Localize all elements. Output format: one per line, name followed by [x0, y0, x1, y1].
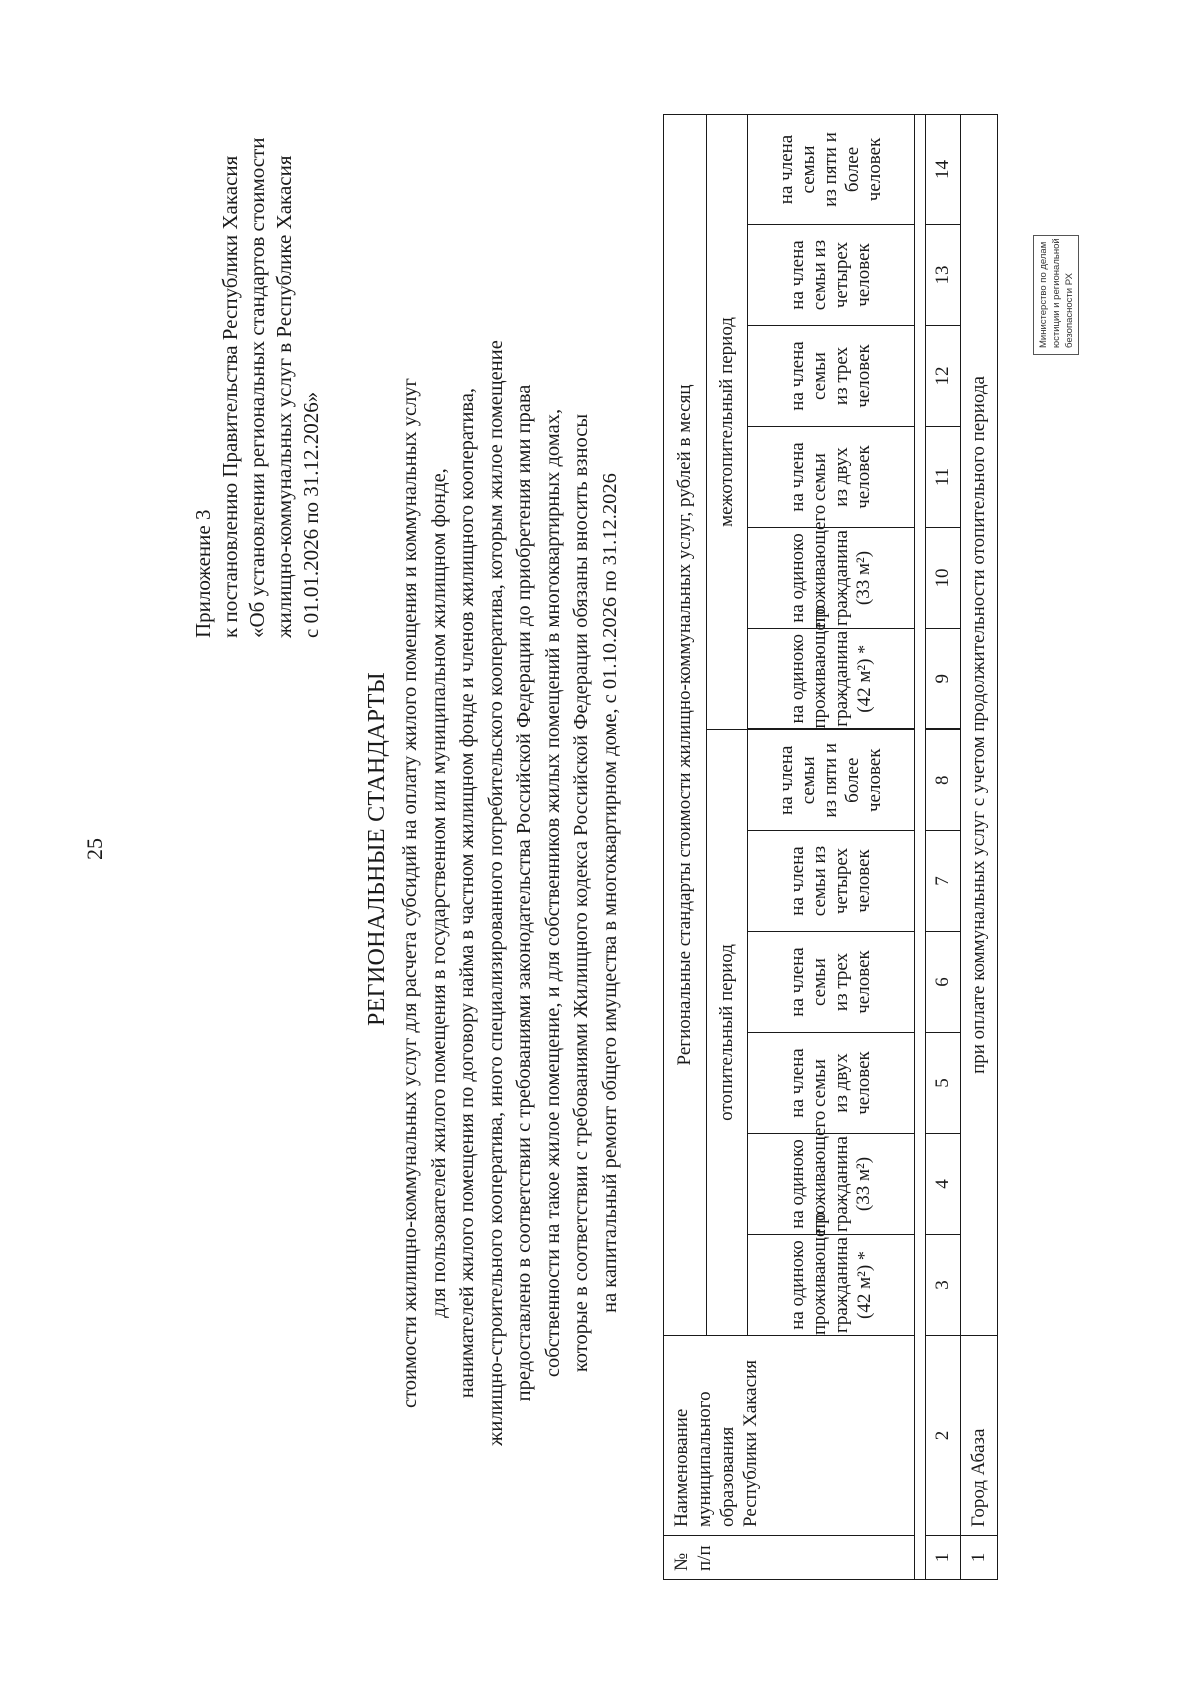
column-index: 5: [926, 1033, 961, 1134]
column-index: 4: [926, 1134, 961, 1235]
subheader-cell: на члена семьи из двух человек: [748, 1033, 915, 1134]
lead-line: предоставлено в соответствии с требованиями законодательства Российской Федерации до приобретения ими права: [513, 384, 535, 1402]
column-index: 13: [926, 225, 961, 326]
column-index-row: [926, 114, 961, 1579]
document-title: РЕГИОНАЛЬНЫЕ СТАНДАРТЫ: [364, 672, 390, 1026]
appendix-line: «Об установлении региональных стандартов стоимости: [245, 137, 269, 638]
subheader-cell: на одиноко проживающего гражданина (42 м²) *: [748, 1235, 915, 1336]
row-note: при оплате коммунальных услуг с учетом продолжительности отопительного периода: [961, 114, 998, 1335]
table-gap: [915, 114, 926, 1579]
registration-stamp: Министерство по делам юстиции и региональной безопасности РХ: [1033, 235, 1079, 355]
header-standards-band: Региональные стандарты стоимости жилищно-коммунальных услуг, рублей в месяц: [664, 114, 707, 1335]
column-index: 11: [926, 427, 961, 528]
header-non-heating-period: межотопительный период: [707, 114, 748, 729]
lead-line: которые в соответствии с требованиями Жилищного кодекса Российской Федерации обязаны вносить взносы: [570, 413, 592, 1373]
table-row: [961, 114, 998, 1579]
standards-table: [663, 114, 998, 1580]
lead-line: для пользователей жилого помещения в государственном или муниципальном жилищном фонде,: [427, 468, 450, 1318]
subheader-cell: на члена семьи из трех человек: [748, 326, 915, 427]
lead-line: стоимости жилищно-коммунальных услуг для расчета субсидий на оплату жилого помещения и коммунальных услуг: [399, 378, 421, 1408]
row-number: 1: [961, 1536, 998, 1580]
column-index: 9: [926, 629, 961, 730]
subheader-cell: на члена семьи из трех человек: [748, 932, 915, 1033]
appendix-reference: [190, 137, 325, 638]
subheader-cell: на одиноко проживающего гражданина (42 м²) *: [748, 629, 915, 730]
subheader-cell: на члена семьи из пяти и более человек: [748, 114, 915, 224]
lead-line: на капитальный ремонт общего имущества в многоквартирном доме, с 01.10.2026 по 31.12.2026: [598, 473, 621, 1313]
subheader-cell: на члена семьи из четырех человек: [748, 831, 915, 932]
header-municipality: Наименование муниципального образования Республики Хакасия: [664, 1336, 915, 1536]
subheader-cell: на члена семьи из двух человек: [748, 427, 915, 528]
column-index: 12: [926, 326, 961, 427]
document-lead: [396, 208, 624, 1578]
header-number: № п/п: [664, 1536, 915, 1580]
column-index: 10: [926, 528, 961, 629]
column-index: 7: [926, 831, 961, 932]
municipality-name: Город Абаза: [961, 1336, 998, 1536]
appendix-line: жилищно-коммунальных услуг в Республике Хакасия: [272, 155, 296, 638]
lead-line: нанимателей жилого помещения по договору найма в частном жилищном фонде и членов жилищного кооператива,: [456, 387, 478, 1399]
column-index: 14: [926, 114, 961, 224]
subheader-cell: на одиноко проживающего гражданина (33 м²): [748, 1134, 915, 1235]
page-number: 25: [82, 838, 107, 860]
appendix-line: к постановлению Правительства Республики Хакасия: [218, 155, 242, 638]
lead-line: жилищно-строительного кооператива, иного специализированного потребительского кооператива, которым жилое помещение: [484, 340, 507, 1446]
lead-line: собственности на такое жилое помещение, и для собственников жилых помещений в многоквартирных домах,: [541, 408, 564, 1378]
appendix-line: с 01.01.2026 по 31.12.2026»: [299, 391, 323, 638]
appendix-line: Приложение 3: [191, 509, 215, 638]
column-index: 1: [926, 1536, 961, 1580]
subheader-cell: на члена семьи из пяти и более человек: [748, 730, 915, 831]
column-index: 6: [926, 932, 961, 1033]
column-index: 2: [926, 1336, 961, 1536]
column-index: 3: [926, 1235, 961, 1336]
header-heating-period: отопительный период: [707, 730, 748, 1336]
subheader-cell: на члена семьи из четырех человек: [748, 225, 915, 326]
column-index: 8: [926, 730, 961, 831]
subheader-cell: на одиноко проживающего гражданина (33 м²): [748, 528, 915, 629]
footnote-asterisk: *: [853, 644, 874, 654]
footnote-asterisk: *: [853, 1251, 874, 1261]
